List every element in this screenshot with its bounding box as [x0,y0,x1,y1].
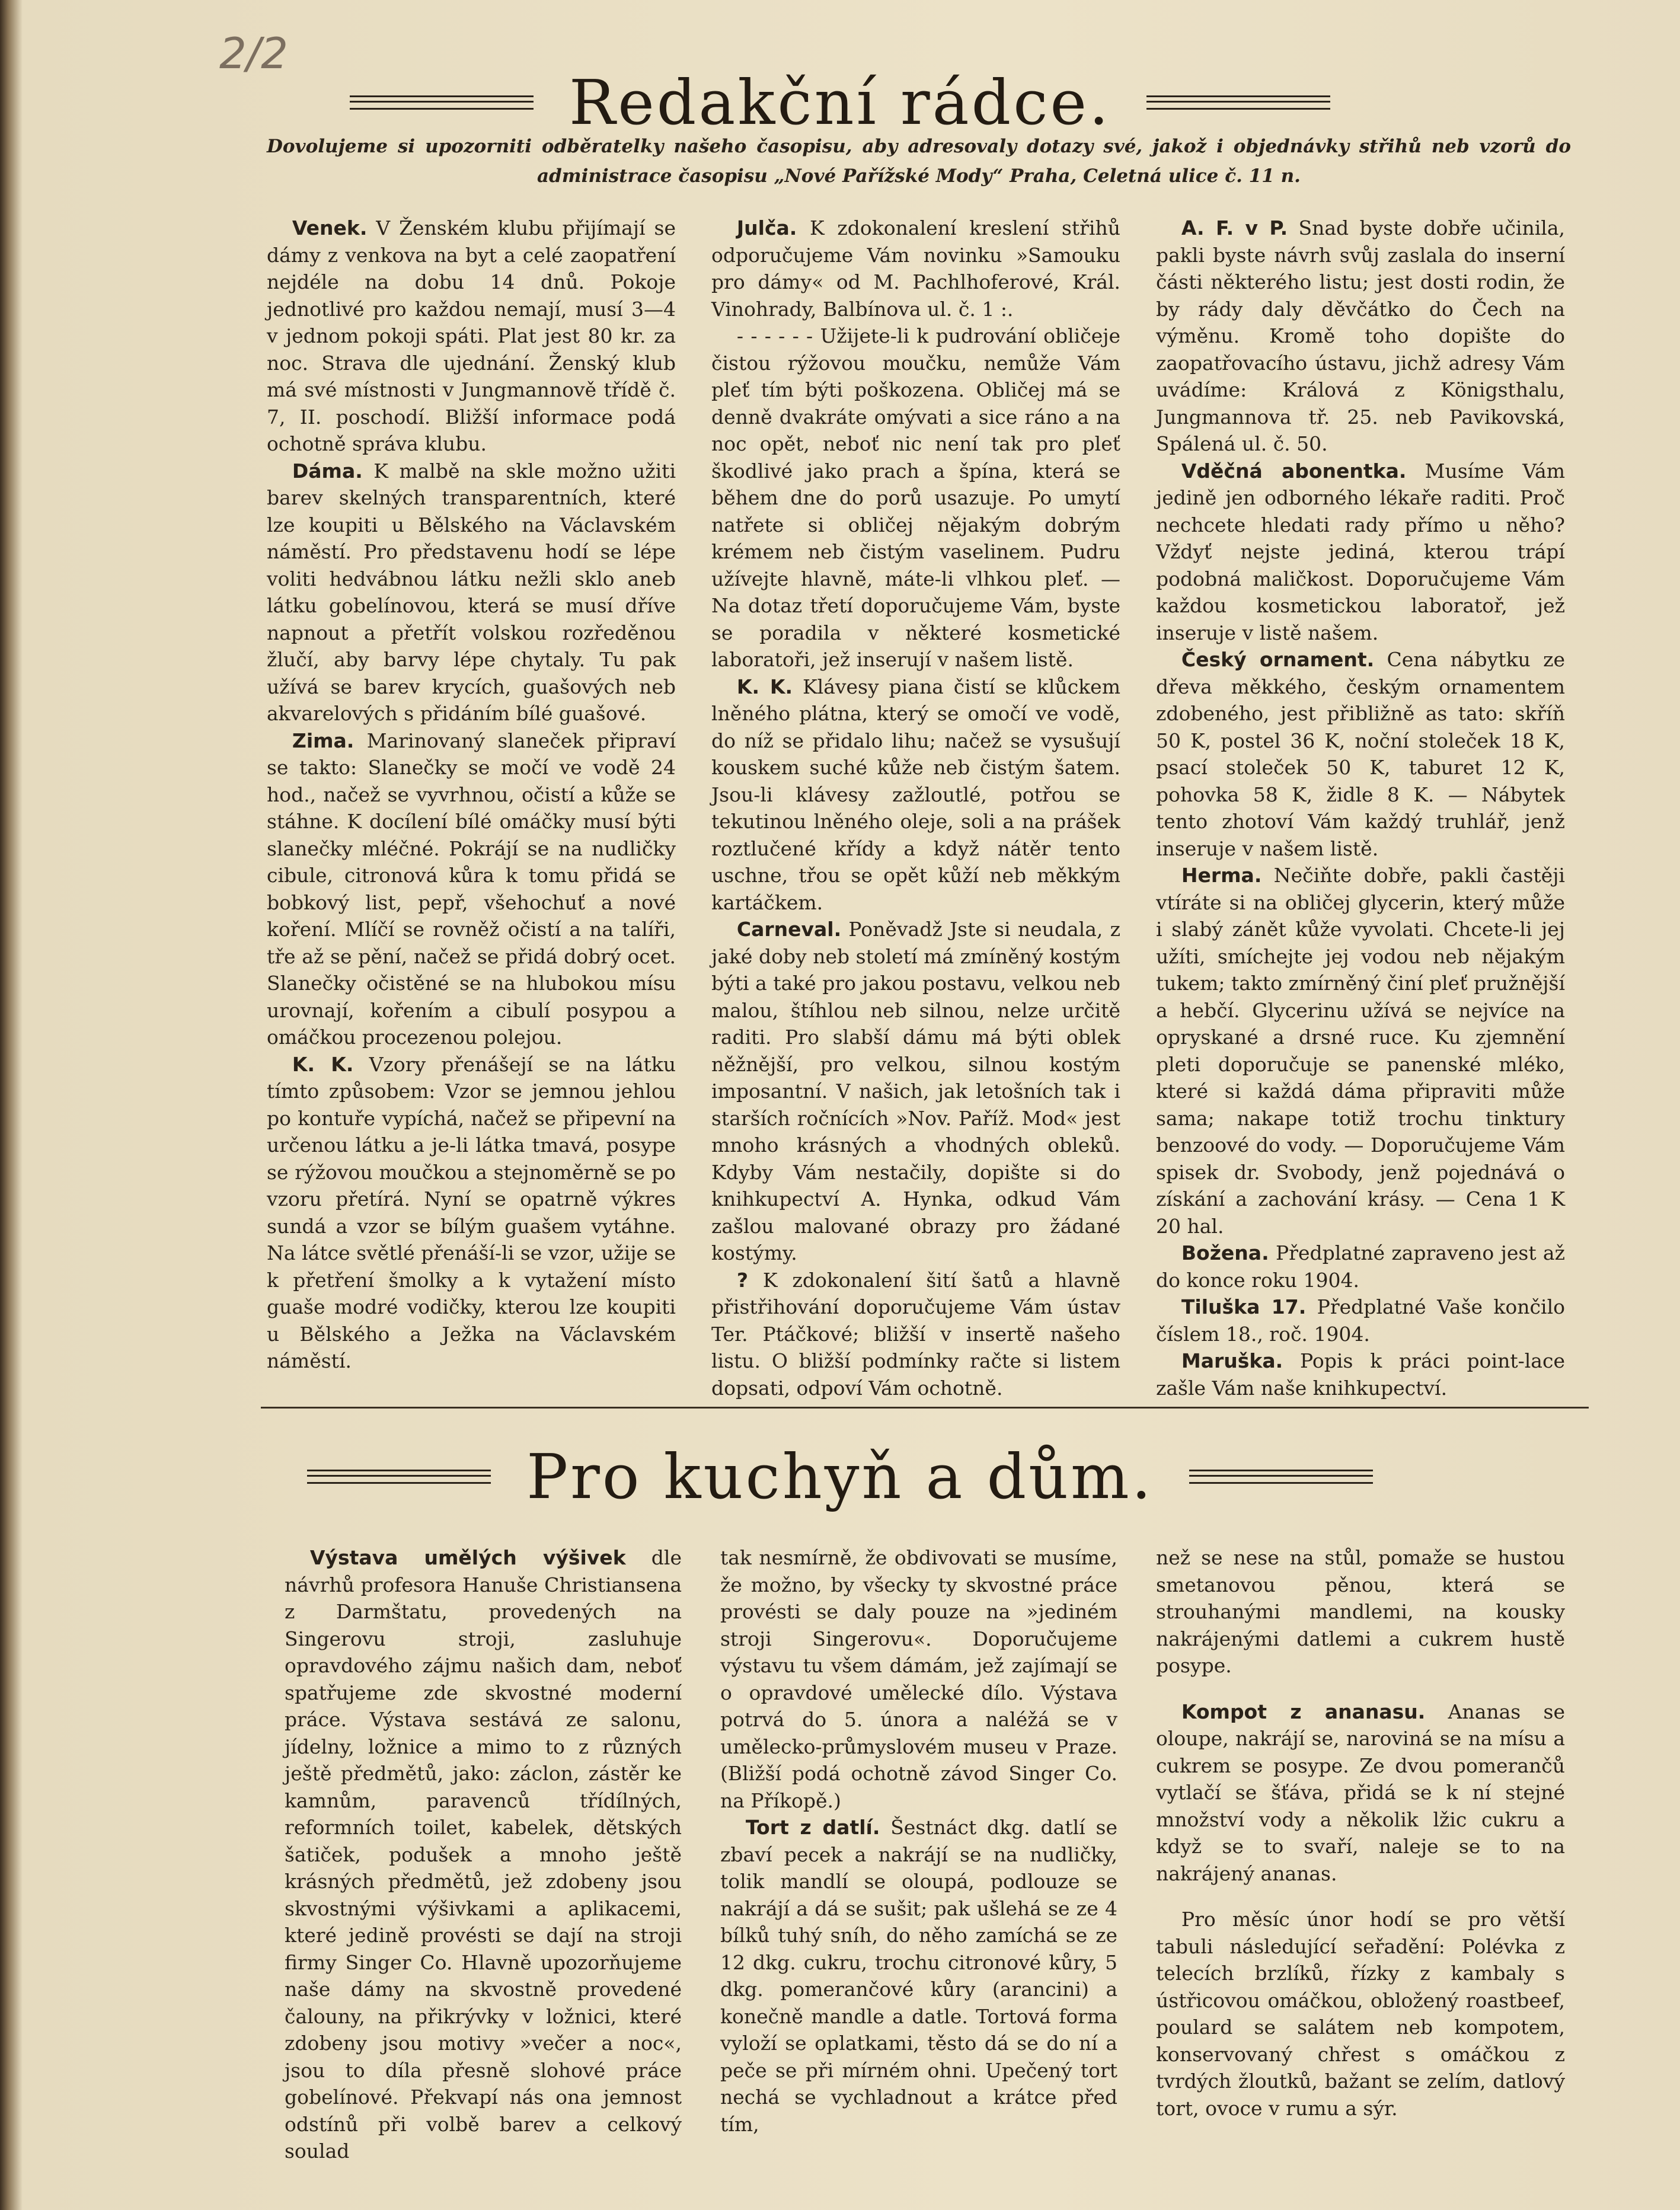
column-2 [711,215,1120,1401]
section-divider [261,1407,1589,1409]
column-3 [1156,1544,1565,2165]
section-intro: Dovolujeme si upozorniti odběratelky našeho časopisu, aby adresovaly dotazy své, jakož i objednávky střihů neb vzorů do administrace časopisu „Nové Pařížské Mody“ Praha, Celetná ulice č. 11 n. [267,136,1571,187]
ornamental-rule-right [1146,95,1330,110]
entry-paragraph: Maruška. Popis k práci point-lace zašle Vám naše knihkupectví. [1156,1349,1565,1400]
section1-columns [267,215,1565,1401]
entry-paragraph: Julča. K zdokonalení kreslení střihů odporučujeme Vám novinku »Samouku pro dámy« od M. Pachlhoferové, Král. Vinohrady, Balbínova ul. č. 1 :. [711,216,1120,321]
column-2 [720,1544,1117,2165]
section-header-pro-kuchyn [0,1441,1680,1513]
entry-paragraph: A. F. v P. Snad byste dobře učinila, pakli byste návrh svůj zaslala do inserní části některého listu; jest dosti rodin, že by rády daly děvčátko do Čech na výměnu. Kromě toho dopište do zaopatřovacího ústavu, jichž adresy Vám uvádíme: Králová z Königsthalu, Jungmannova tř. 25. neb Pavikovská, Spálená ul. č. 50. [1156,216,1565,455]
entry-paragraph: Carneval. Poněvadž Jste si neudala, z jaké doby neb století má zmíněný kostým býti a také pro jakou postavu, velkou neb malou, štíhlou neb silnou, nelze určitě raditi. Pro slabší dámu má býti oblek něžnější, pro velkou, silnou kostým imposantní. V našich, jak letošních tak i starších ročnících »Nov. Paříž. Mod« jest mnoho krásných a vhodných obleků. Kdyby Vám nestačily, dopište si do knihkupectví A. Hynka, odkud Vám zašlou malované obrazy pro žádané kostýmy. [711,918,1120,1264]
entry-paragraph: K. K. Vzory přenášejí se na látku tímto způsobem: Vzor se jemnou jehlou po kontuře vypíchá, načež se připevní na určenou látku a je-li látka tmavá, posype se rýžovou moučkou a stejnoměrně se po vzoru přetírá. Nyní se opatrně výkres sundá a vzor se bílým guašem vytáhne. Na látce světlé přenáší-li se vzor, užije se k přetření šmolky a k vytažení místo guaše modré vodičky, kterou lze koupiti u Bělského a Ježka na Václavském náměstí. [267,1052,676,1372]
entry-paragraph: Český ornament. Cena nábytku ze dřeva měkkého, českým ornamentem zdobeného, jest přibližně as tato: skříň 50 K, postel 36 K, noční stoleček 18 K, psací stoleček 50 K, taburet 12 K, pohovka 58 K, židle 8 K. — Nábytek tento zhotoví Vám každý truhlář, jenž inseruje v našem listě. [1156,648,1565,860]
ornamental-rule-right [1189,1470,1373,1484]
column-3 [1156,215,1565,1401]
handwritten-folio-mark: 2/2 [219,28,288,78]
section-header-redakcni-radce [0,66,1680,139]
entry-paragraph: než se nese na stůl, pomaže se hustou smetanovou pěnou, která se strouhanými mandlemi, na kousky nakrájenými datlemi a cukrem hustě posype. [1156,1546,1565,1677]
entry-paragraph: Herma. Nečiňte dobře, pakli častěji vtíráte si na obličej glycerin, který může i slabý zánět kůže vyvolati. Chcete-li jej užíti, smíchejte jej vodou neb nějakým tukem; takto zmírněný činí pleť pružnější a hebčí. Glycerinu užívá se nejvíce na opryskané a drsné ruce. Ku zjemnění pleti doporučuje se panenské mléko, které si každá dáma připraviti může sama; nakape totiž trochu tinktury benzoové do vody. — Doporučujeme Vám spisek dr. Svobody, jenž pojednává o získání a zachování krásy. — Cena 1 K 20 hal. [1156,864,1566,1238]
entry-paragraph: Dáma. K malbě na skle možno užiti barev skelných transparentních, které lze koupiti u Bělského na Václavském náměstí. Pro představenu hodí se lépe voliti hedvábnou látku nežli sklo aneb látku gobelínovou, která se musí dříve napnout a přetřít volskou rozředěnou žlučí, aby barvy lépe chytaly. Tu pak užívá se barev krycích, guašových neb akvarelových s přidáním bílé guašové. [267,459,676,725]
entry-paragraph: Pro měsíc únor hodí se pro větší tabuli následující seřadění: Polévka z telecích brzlíků, řízky z kambaly s ústřicovou omáčkou, obložený roastbeef, poulard se salátem neb kompotem, konservovaný chřest s omáčkou z tvrdých žloutků, bažant se zelím, datlový tort, ovoce v rumu a sýr. [1156,1908,1565,2120]
entry-paragraph: ? K zdokonalení šití šatů a hlavně přistřihování doporučujeme Vám ústav Ter. Ptáčkové; bližší v insertě našeho listu. O bližší podmínky račte si listem dopsati, odpoví Vám ochotně. [711,1268,1120,1400]
entry-paragraph: Tort z datlí. Šestnáct dkg. datlí se zbaví pecek a nakrájí se na nudličky, tolik mandlí se oloupá, podlouze se nakrájí a dá se sušit; pak ušlehá se ze 4 bílků tuhý sníh, do něho zamíchá se ze 12 dkg. cukru, trochu citronové kůry, 5 dkg. pomerančové kůry (arancini) a konečně mandle a datle. Tortová forma vyloží se oplatkami, těsto dá se do ní a peče se při mírném ohni. Upečený tort nechá se vychladnout a krátce před tím, [720,1816,1117,2136]
entry-paragraph: Vděčná abonentka. Musíme Vám jedině jen odborného lékaře raditi. Proč nechcete hledati rady přímo u něho? Vždyť nejste jediná, kterou trápí podobná maličkost. Doporučujeme Vám každou kosmetickou laboratoř, jež inseruje v listě našem. [1156,459,1565,644]
entry-paragraph: Božena. Předplatné zapraveno jest až do konce roku 1904. [1156,1241,1565,1292]
entry-paragraph: Kompot z ananasu. Ananas se oloupe, nakrájí se, naroviná se na mísu a cukrem se posype. Ze dvou pomerančů vytlačí se šťáva, přidá se k ní stejné množství vody a několik lžic cukru a když se to svaří, naleje se to na nakrájený ananas. [1156,1700,1565,1885]
ornamental-rule-left [350,95,534,110]
entry-paragraph: Zima. Marinovaný slaneček připraví se takto: Slanečky se močí ve vodě 24 hod., načež se vyvrhnou, očistí a kůže se stáhne. K docílení bílé omáčky musí býti slanečky mléčné. Pokrájí se na nudličky cibule, citronová kůra k tomu přidá se bobkový list, pepř, všehochuť a nové koření. Mlíčí se rovněž očistí a na talíři, tře až se pění, načež se přidá dobrý ocet. Slanečky očistěné se na hlubokou mísu urovnají, kořením a cibulí posypou a omáčkou procezenou polejou. [267,729,676,1049]
column-1 [267,215,676,1401]
entry-paragraph: Tiluška 17. Předplatné Vaše končilo číslem 18., roč. 1904. [1156,1295,1566,1346]
section2-columns [285,1544,1565,2165]
entry-paragraph: Venek. V Ženském klubu přijímají se dámy z venkova na byt a celé zaopatření nejdéle na dobu 14 dnů. Pokoje jednotlivé pro každou nemají, musí 3—4 v jednom pokoji spáti. Plat jest 80 kr. za noc. Strava dle ujednání. Ženský klub má své místnosti v Jungmannově třídě č. 7, II. poschodí. Bližší informace podá ochotně správa klubu. [267,216,676,455]
entry-paragraph: - - - - - - Užijete-li k pudrování obličeje čistou rýžovou moučku, nemůže Vám pleť tím býti poškozena. Obličej má se denně dvakráte omývati a sice ráno a na noc opět, neboť nic není tak pro pleť škodlivé jako prach a špína, která se během dne do porů usazuje. Po umytí natřete si obličej nějakým dobrým krémem neb čistým vaselinem. Pudru užívejte hlavně, máte-li vlhkou pleť. — Na dotaz třetí doporučujeme Vám, byste se poradila v některé kosmetické laboratoři, jež inserují v našem listě. [711,324,1120,671]
section-title: Redakční rádce. [568,66,1112,139]
entry-paragraph: tak nesmírně, že obdivovati se musíme, že možno, by všecky ty skvostné práce provésti se daly pouze na »jediném stroji Singerovu«. Doporučujeme výstavu tu všem dámám, jež zajímají se o opravdové umělecké dílo. Výstava potrvá do 5. února a naléžá se v umělecko-průmyslovém museu v Praze. (Bližší podá ochotně závod Singer Co. na Příkopě.) [720,1546,1117,1812]
entry-paragraph: Výstava umělých výšivek dle návrhů profesora Hanuše Christiansena z Darmštatu, provedených na Singerovu stroji, zasluhuje opravdového zájmu našich dam, neboť spatřujeme zde skvostné moderní práce. Výstava sestává ze salonu, jídelny, ložnice a mimo to z různých ještě předmětů, jako: záclon, zástěr ke kamnům, paravenců třídílných, reformních toilet, kabelek, dětských šatiček, podušek a mnoho ještě krásných předmětů, jež zdobeny jsou skvostnými výšivkami a aplikacemi, které jedině provésti se dají na stroji firmy Singer Co. Hlavně upozorňujeme naše dámy na skvostně provedené čalouny, na přikrývky v ložnici, které zdobeny jsou motivy »večer a noc«, jsou to díla přesně slohové práce gobelínové. Překvapí nás ona jemnost odstínů při volbě barev a celkový soulad [285,1546,682,2163]
section-title: Pro kuchyň a dům. [526,1441,1154,1513]
column-1 [285,1544,682,2165]
ornamental-rule-left [307,1470,491,1484]
entry-paragraph: K. K. Klávesy piana čistí se klůckem lněného plátna, který se omočí ve vodě, do níž se přidalo lihu; načež se vysušují kouskem suché kůže neb čistým šatem. Jsou-li klávesy zažloutlé, potřou se tekutinou lněného oleje, soli a na prášek roztlučené křídy a když nátěr tento uschne, třou se opět kůží neb měkkým kartáčkem. [711,675,1120,914]
